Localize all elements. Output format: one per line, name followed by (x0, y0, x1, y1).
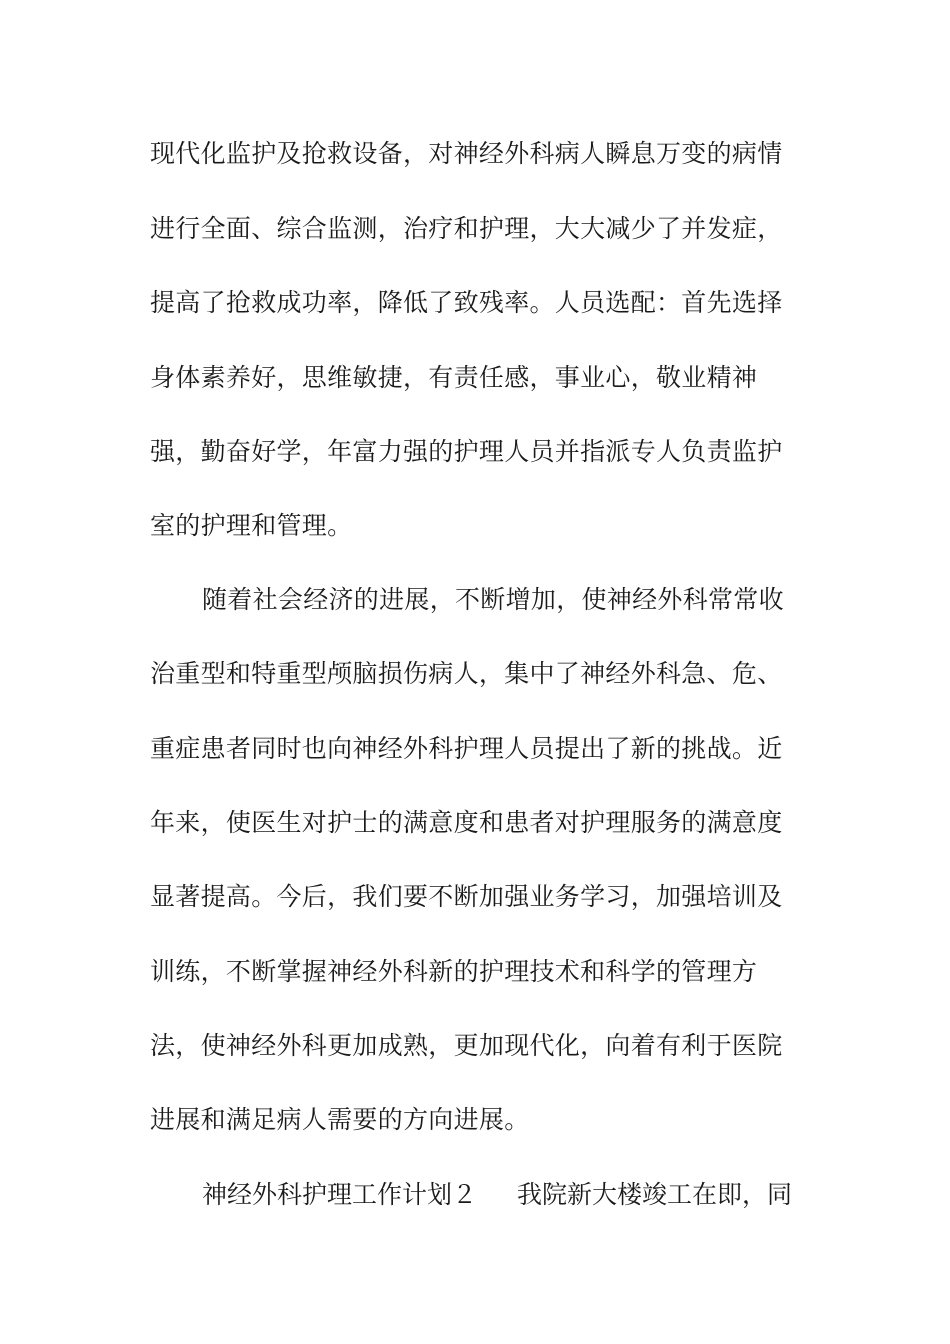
paragraph-2-line-4: 年来，使医生对护士的满意度和患者对护理服务的满意度 (150, 808, 783, 837)
paragraph-1-line-2: 进行全面、综合监测，治疗和护理，大大减少了并发症， (150, 214, 783, 243)
paragraph-2-line-3: 重症患者同时也向神经外科护理人员提出了新的挑战。近 (150, 734, 783, 763)
paragraph-2-line-6: 训练，不断掌握神经外科新的护理技术和科学的管理方 (150, 957, 758, 986)
paragraph-2-line-2: 治重型和特重型颅脑损伤病人，集中了神经外科急、危、 (150, 659, 783, 688)
paragraph-1-line-4: 身体素养好，思维敏捷，有责任感，事业心，敬业精神 (150, 363, 758, 392)
paragraph-1-line-1: 现代化监护及抢救设备，对神经外科病人瞬息万变的病情 (150, 139, 783, 168)
paragraph-2-line-1: 随着社会经济的进展，不断增加，使神经外科常常收 (202, 585, 784, 614)
paragraph-2-line-7: 法，使神经外科更加成熟，更加现代化，向着有利于医院 (150, 1031, 783, 1060)
section-2-text: 我院新大楼竣工在即，同 (517, 1180, 793, 1209)
paragraph-2-line-8: 进展和满足病人需要的方向进展。 (150, 1105, 530, 1134)
paragraph-1-line-6: 室的护理和管理。 (150, 511, 353, 540)
section-2-title: 神经外科护理工作计划２ (202, 1180, 478, 1209)
paragraph-1-line-5: 强，勤奋好学，年富力强的护理人员并指派专人负责监护 (150, 437, 783, 466)
paragraph-2-line-5: 显著提高。今后，我们要不断加强业务学习，加强培训及 (150, 882, 783, 911)
paragraph-1-line-3: 提高了抢救成功率，降低了致残率。人员选配：首先选择 (150, 288, 783, 317)
section-2-row (202, 1175, 822, 1215)
